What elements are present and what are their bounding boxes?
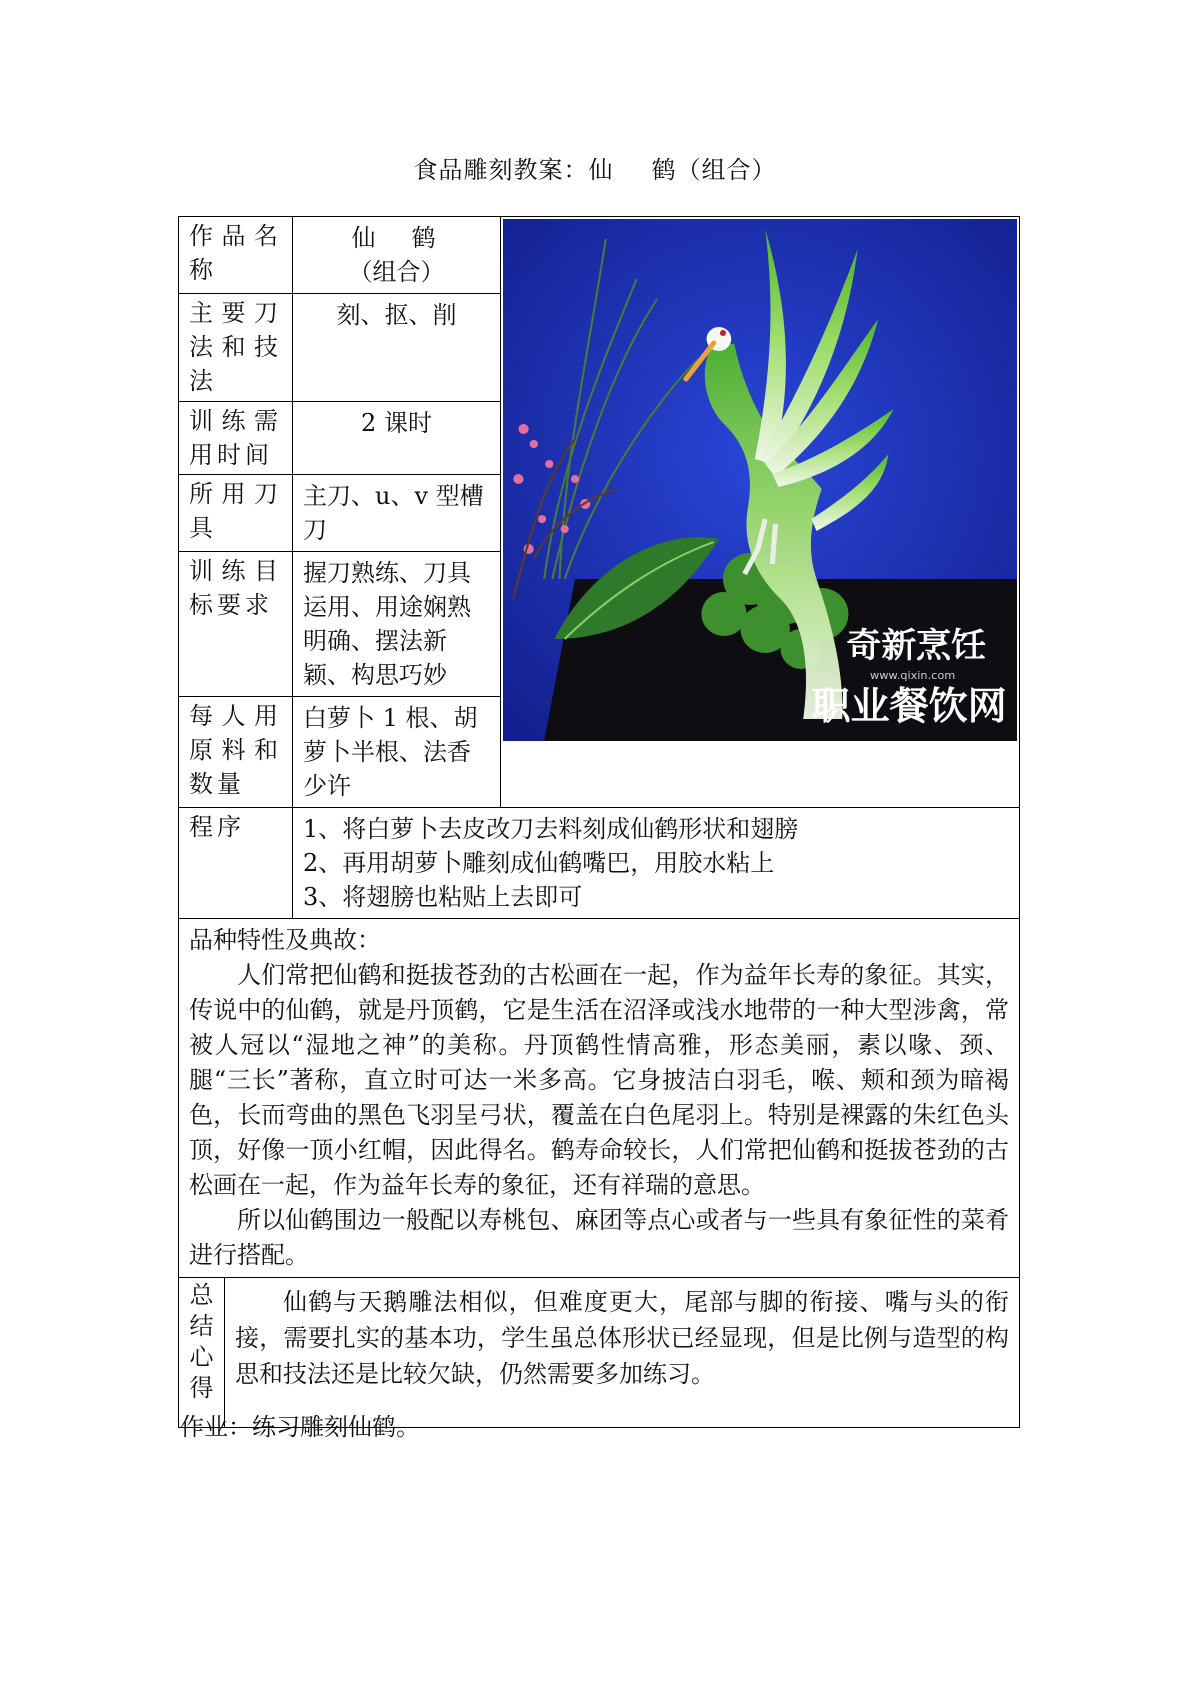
watermark-url: www.qixin.com	[870, 669, 956, 682]
label-training-time: 训练需用时间	[179, 402, 293, 475]
story-heading: 品种特性及典故：	[189, 926, 381, 954]
document-title: 食品雕刻教案：仙 鹤（组合）	[413, 156, 777, 184]
lesson-table	[178, 216, 1019, 1428]
label-knife-skills: 主要刀法和技法	[179, 294, 293, 402]
value-training-goal: 握刀熟练、刀具运用、用途娴熟明确、摆法新颖、构思巧妙	[293, 552, 501, 697]
value-knife-skills: 刻、抠、削	[293, 294, 501, 402]
value-tools: 主刀、u、v 型槽刀	[293, 475, 501, 552]
label-materials: 每人用原料和数量	[179, 697, 293, 808]
label-tools: 所用刀具	[179, 475, 293, 552]
story-section	[179, 919, 1020, 1278]
story-paragraph-2: 所以仙鹤围边一般配以寿桃包、麻团等点心或者与一些具有象征性的菜肴进行搭配。	[189, 1206, 1009, 1269]
procedure-step: 2、再用胡萝卜雕刻成仙鹤嘴巴，用胶水粘上	[303, 849, 775, 877]
label-procedure: 程序	[179, 808, 293, 919]
procedure-step: 1、将白萝卜去皮改刀去料刻成仙鹤形状和翅膀	[303, 815, 799, 843]
label-summary: 总 结 心 得	[179, 1278, 225, 1428]
procedure-steps	[293, 808, 1020, 919]
value-training-time: 2 课时	[293, 402, 501, 475]
watermark-line2: 职业餐饮网	[811, 684, 1007, 729]
homework-note: 作业：练习雕刻仙鹤。	[180, 1413, 420, 1441]
watermark-line1: 奇新烹饪	[846, 626, 987, 666]
value-materials: 白萝卜 1 根、胡萝卜半根、法香少许	[293, 697, 501, 808]
crane-carving-photo	[503, 219, 1017, 741]
summary-text: 仙鹤与天鹅雕法相似，但难度更大，尾部与脚的衔接、嘴与头的衔接，需要扎实的基本功，学生虽总体形状已经显现，但是比例与造型的构思和技法还是比较欠缺，仍然需要多加练习。	[225, 1278, 1020, 1428]
value-work-name: 仙 鹤 （组合）	[293, 217, 501, 294]
procedure-step: 3、将翅膀也粘贴上去即可	[303, 883, 583, 911]
crane-photo-cell	[501, 217, 1020, 808]
story-paragraph-1: 人们常把仙鹤和挺拔苍劲的古松画在一起，作为益年长寿的象征。其实，传说中的仙鹤，就是丹顶鹤，它是生活在沼泽或浅水地带的一种大型涉禽，常被人冠以“湿地之神”的美称。丹顶鹤性情高雅，形态美丽，素以喙、颈、腿“三长”著称，直立时可达一米多高。它身披洁白羽毛，喉、颊和颈为暗褐色，长而弯曲的黑色飞羽呈弓状，覆盖在白色尾羽上。特别是裸露的朱红色头顶，好像一顶小红帽，因此得名。鹤寿命较长，人们常把仙鹤和挺拔苍劲的古松画在一起，作为益年长寿的象征，还有祥瑞的意思。	[189, 961, 1009, 1199]
label-work-name: 作品名称	[179, 217, 293, 294]
label-training-goal: 训练目标要求	[179, 552, 293, 697]
